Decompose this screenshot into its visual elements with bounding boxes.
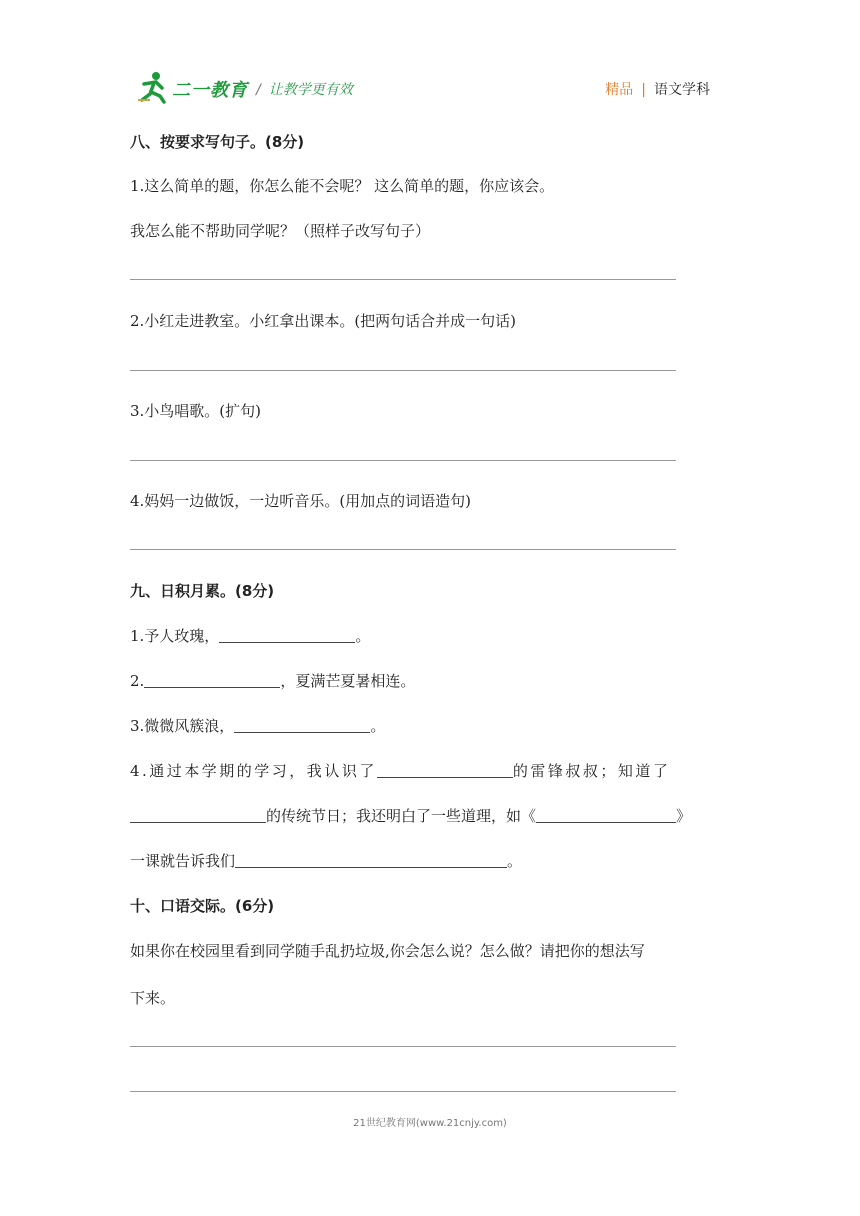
s9-q3-end: 。 [370, 717, 386, 735]
s9-q3-text: 3.微微风簇浪， [130, 717, 235, 735]
section-9-title: 九、日积月累。(8分) [130, 582, 275, 600]
s9-q4-text-f: 。 [507, 852, 523, 870]
runner-logo-icon [136, 70, 170, 104]
s9-q2-num: 2. [130, 672, 145, 690]
s10-question-line-2: 下来。 [130, 989, 176, 1007]
fill-blank[interactable] [377, 763, 513, 778]
s9-question-3 [130, 715, 385, 736]
answer-line[interactable] [130, 1046, 676, 1047]
s8-question-2: 2.小红走进教室。小红拿出课本。(把两句话合并成一句话) [130, 312, 517, 330]
page-footer: 21世纪教育网(www.21cnjy.com) [353, 1118, 507, 1129]
s8-question-1-example: 1.这么简单的题，你怎么能不会呢？ 这么简单的题，你应该会。 [130, 177, 555, 195]
answer-line[interactable] [130, 279, 676, 280]
s9-q4-text-d: 》 [676, 807, 692, 825]
fill-blank[interactable] [130, 808, 266, 823]
s9-q2-text: ，夏满芒夏暑相连。 [280, 672, 416, 690]
fill-blank[interactable] [219, 628, 355, 643]
section-8-title: 八、按要求写句子。(8分) [130, 133, 305, 151]
s9-q4-text-a: 4.通过本学期的学习，我认识了 [130, 762, 377, 780]
slogan-slash: / [256, 82, 261, 98]
s10-question-line-1: 如果你在校园里看到同学随手乱扔垃圾,你会怎么说？怎么做？请把你的想法写 [130, 942, 645, 960]
s8-question-3: 3.小鸟唱歌。(扩句) [130, 402, 262, 420]
subject-label: 语文学科 [654, 82, 710, 98]
s9-question-4-line-2 [130, 805, 691, 826]
section-10-title: 十、口语交际。(6分) [130, 897, 275, 915]
answer-line[interactable] [130, 549, 676, 550]
fill-blank[interactable] [144, 673, 280, 688]
s9-q4-text-c: 的传统节日；我还明白了一些道理，如《 [266, 807, 537, 825]
s9-question-2 [130, 670, 415, 691]
quality-label: 精品 [605, 82, 634, 98]
s8-question-1-task: 我怎么能不帮助同学呢？（照样子改写句子） [130, 222, 431, 240]
fill-blank[interactable] [234, 718, 370, 733]
s9-q4-text-b: 的雷锋叔叔；知道了 [512, 762, 671, 780]
s9-q1-text: 1.予人玫瑰， [130, 627, 220, 645]
s9-question-1 [130, 625, 370, 646]
header-slogan [256, 79, 353, 99]
s9-question-4-line-1 [130, 760, 670, 781]
s9-question-4-line-3 [130, 850, 522, 871]
fill-blank[interactable] [235, 853, 507, 868]
fill-blank[interactable] [536, 808, 676, 823]
answer-line[interactable] [130, 370, 676, 371]
s8-question-4: 4.妈妈一边做饭，一边听音乐。(用加点的词语造句) [130, 492, 472, 510]
slogan-text: 让教学更有效 [268, 82, 353, 98]
logo-text: 二一教育 [172, 80, 248, 101]
answer-line[interactable] [130, 1091, 676, 1092]
page-header [136, 70, 716, 106]
header-subject [605, 79, 710, 99]
s9-q1-end: 。 [355, 627, 371, 645]
header-divider: | [641, 82, 646, 98]
s9-q4-text-e: 一课就告诉我们 [130, 852, 236, 870]
logo [136, 70, 266, 104]
answer-line[interactable] [130, 460, 676, 461]
